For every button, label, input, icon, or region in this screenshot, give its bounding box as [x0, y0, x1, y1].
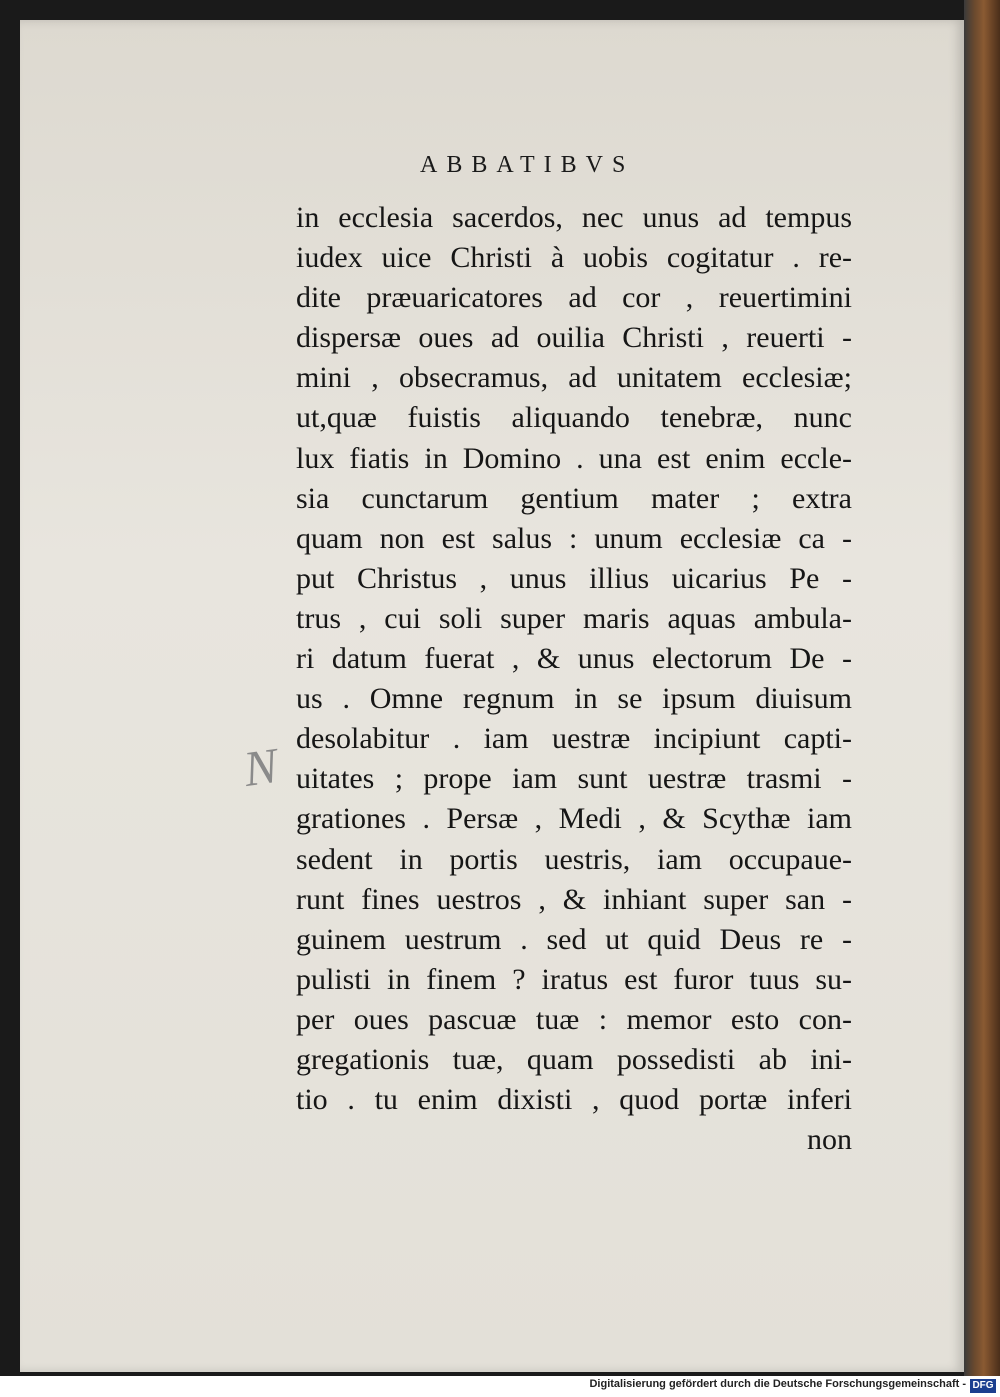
running-head: ABBATIBVS	[420, 152, 635, 178]
text-line: dite præuaricatores ad cor , reuertimini	[296, 281, 852, 315]
dfg-logo: DFG	[970, 1379, 996, 1393]
text-line: runt fines uestros , & inhiant super san -	[296, 882, 852, 916]
text-line: us . Omne regnum in se ipsum diuisum	[296, 682, 852, 716]
text-line: lux fiatis in Domino . una est enim eccle-	[296, 441, 852, 475]
text-line: grationes . Persæ , Medi , & Scythæ iam	[296, 802, 852, 836]
text-line: ri datum fuerat , & unus electorum De -	[296, 642, 852, 676]
text-line: sedent in portis uestris, iam occupaue-	[296, 842, 852, 876]
text-line: in ecclesia sacerdos, nec unus ad tempus	[296, 201, 852, 234]
text-line: guinem uestrum . sed ut quid Deus re -	[296, 922, 852, 956]
text-line: put Christus , unus illius uicarius Pe -	[296, 561, 852, 595]
text-line: mini , obsecramus, ad unitatem ecclesiæ;	[296, 361, 852, 395]
footer-bar	[0, 1376, 1000, 1397]
text-line: uitates ; prope iam sunt uestræ trasmi -	[296, 762, 852, 796]
book-gutter	[964, 0, 1000, 1376]
text-block	[296, 198, 852, 1160]
text-line: sia cunctarum gentium mater ; extra	[296, 481, 852, 515]
text-line: dispersæ oues ad ouilia Christi , reuerti -	[296, 321, 852, 355]
footer-credit: Digitalisierung gefördert durch die Deutsche Forschungsgemeinschaft -	[589, 1378, 966, 1390]
text-line: per oues pascuæ tuæ : memor esto con-	[296, 1002, 852, 1036]
text-line: trus , cui soli super maris aquas ambula-	[296, 601, 852, 635]
text-line: quam non est salus : unum ecclesiæ ca -	[296, 521, 852, 555]
text-line: pulisti in finem ? iratus est furor tuus su-	[296, 962, 852, 996]
text-line: gregationis tuæ, quam possedisti ab ini-	[296, 1042, 852, 1076]
text-line: desolabitur . iam uestræ incipiunt capti-	[296, 722, 852, 756]
catchword: non	[807, 1123, 852, 1157]
margin-note: N	[240, 736, 282, 798]
text-line: tio . tu enim dixisti , quod portæ inferi	[296, 1083, 852, 1117]
text-line: ut,quæ fuistis aliquando tenebræ, nunc	[296, 401, 852, 435]
text-line: iudex uice Christi à uobis cogitatur . re-	[296, 241, 852, 275]
